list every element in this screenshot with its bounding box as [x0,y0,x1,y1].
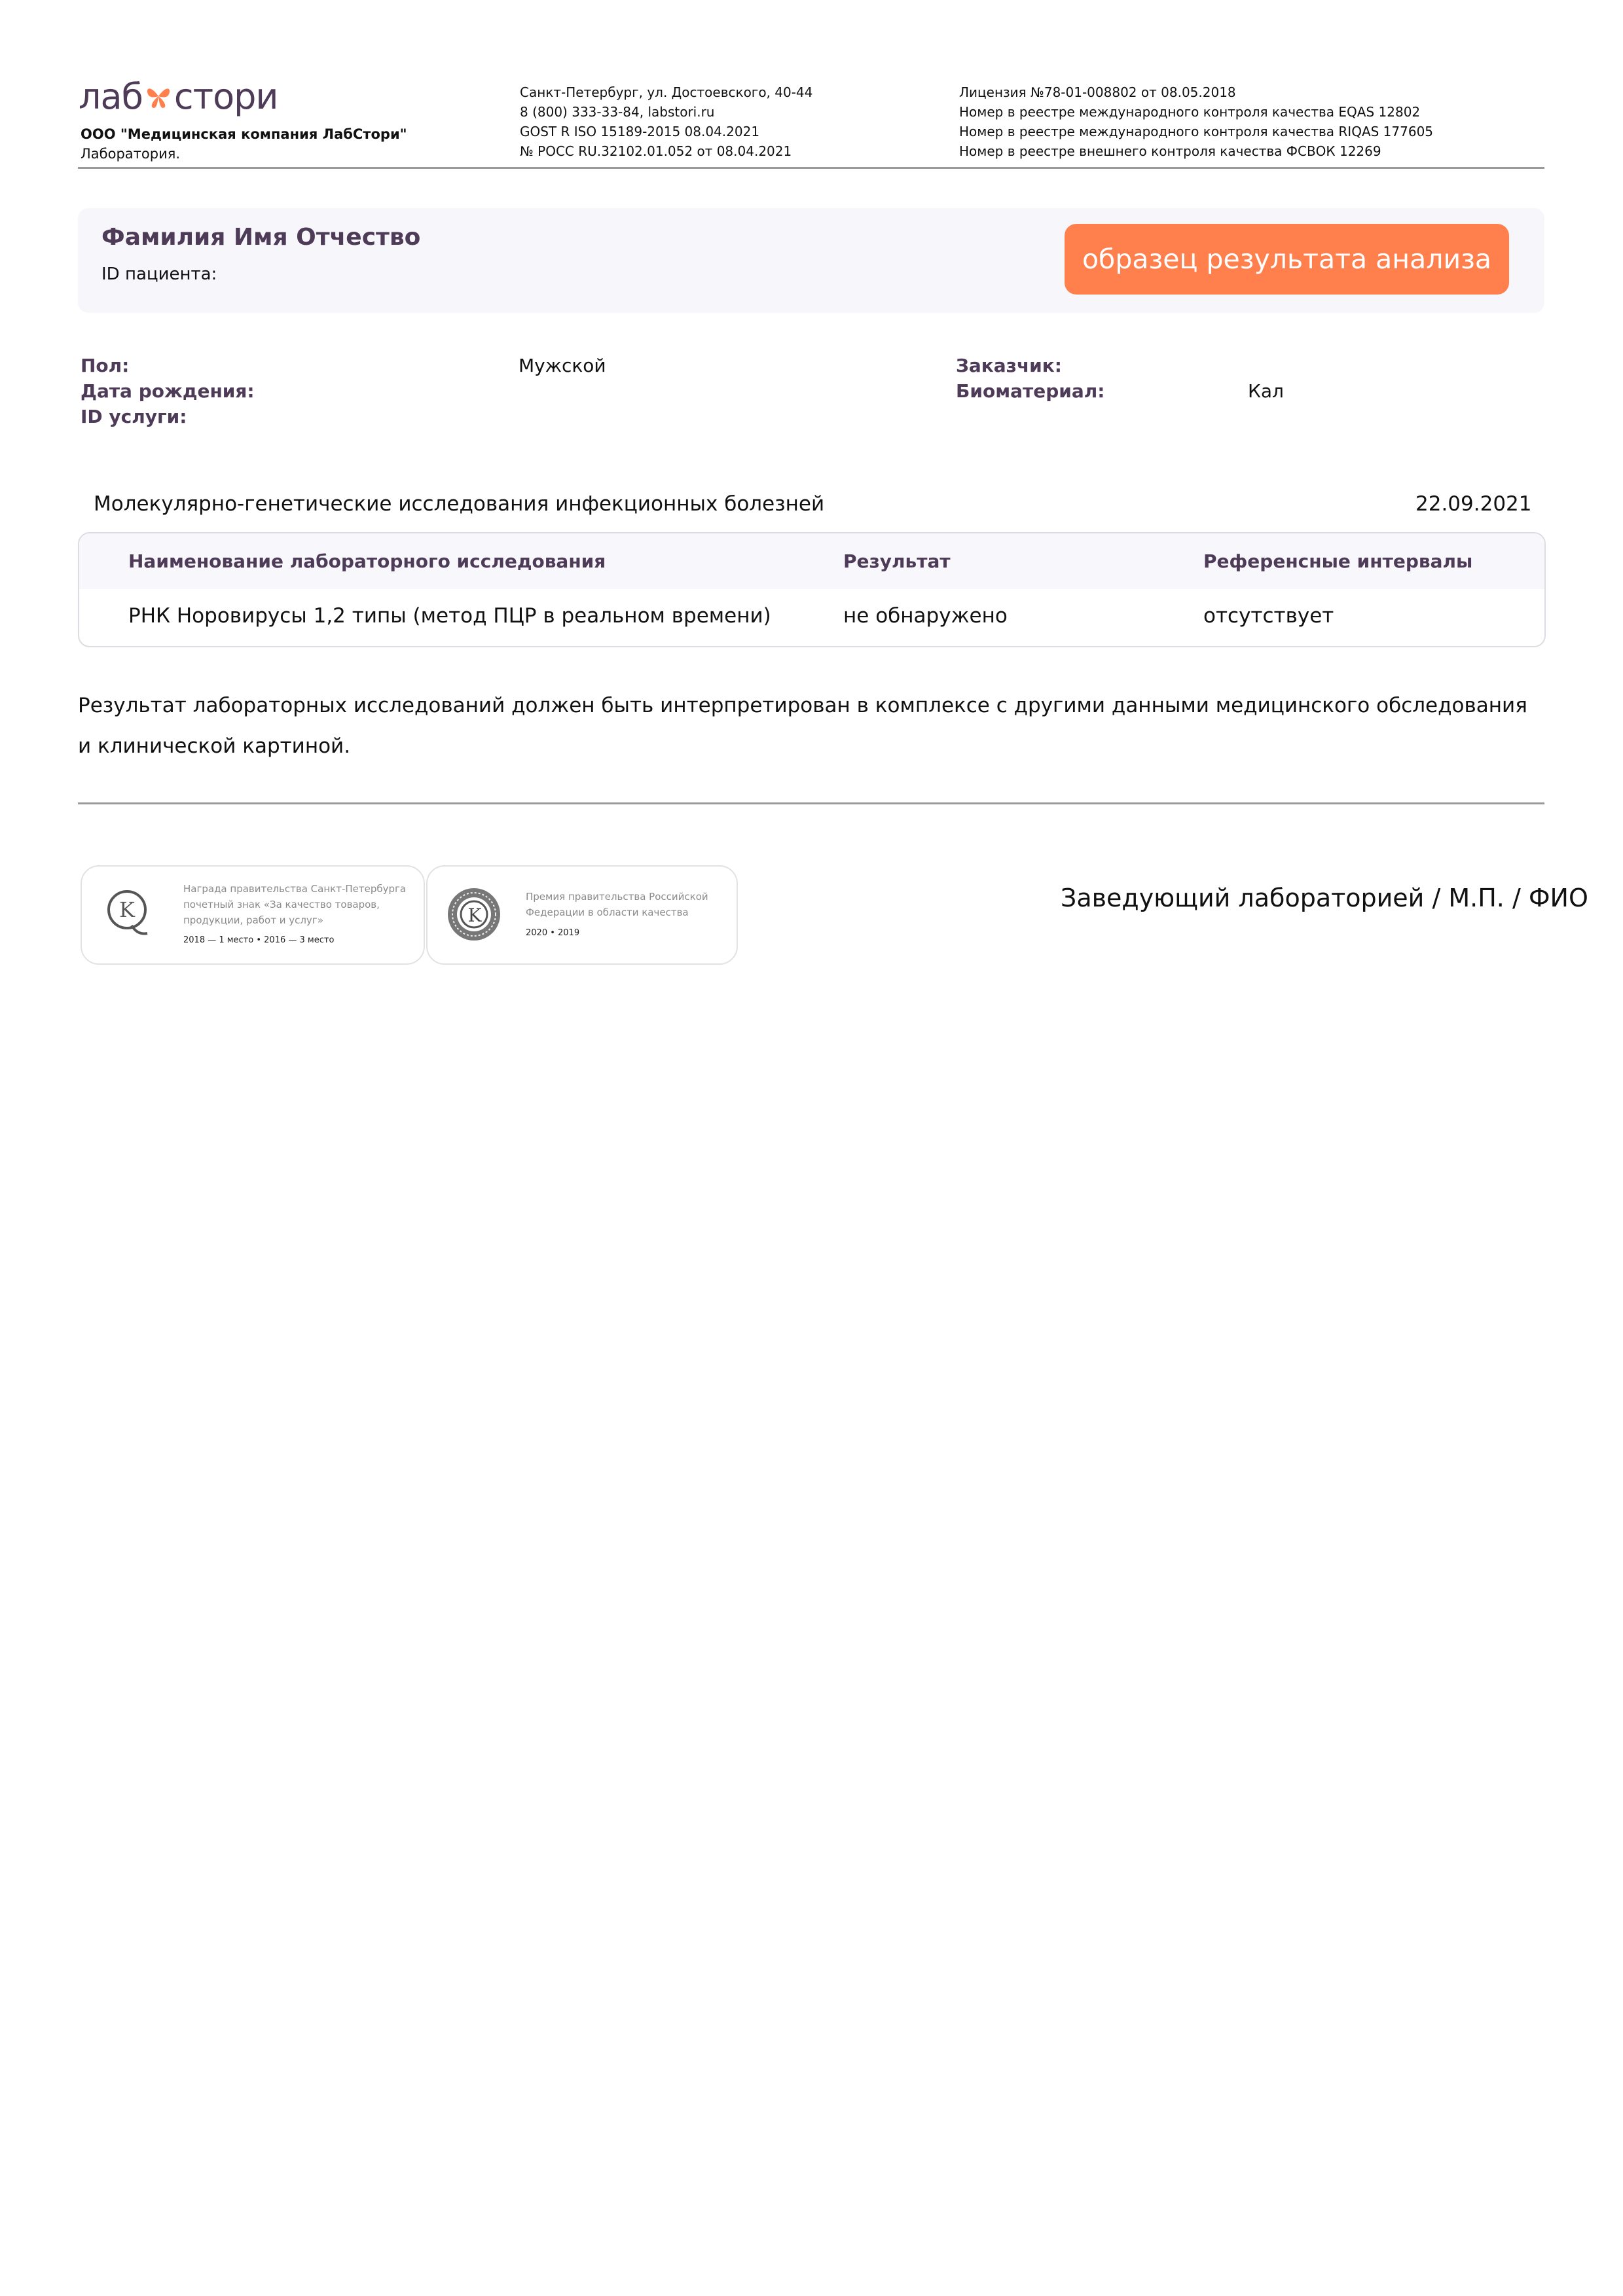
award-line: почетный знак «За качество товаров, [183,899,380,910]
biomaterial-label: Биоматериал: [956,380,1105,402]
license-eqas: Номер в реестре международного контроля качества EQAS 12802 [959,104,1421,120]
header-divider [78,167,1544,169]
signature-line: Заведующий лабораторией / М.П. / ФИО [1061,884,1588,912]
logo-text-left: лаб [79,75,143,117]
dob-label: Дата рождения: [81,380,255,402]
quality-emblem-icon [105,886,151,942]
cell-test-name: РНК Норовирусы 1,2 типы (метод ПЦР в реальном времени) [128,604,771,628]
award-card-spb [81,865,425,965]
license-number: Лицензия №78-01-008802 от 08.05.2018 [959,84,1236,100]
cell-reference: отсутствует [1203,604,1334,628]
contact-phone-site: 8 (800) 333-33-84, labstori.ru [520,104,715,120]
award-line: продукции, работ и услуг» [183,914,323,926]
table-header [79,533,1544,589]
results-table [78,532,1546,647]
award-text [526,889,708,920]
butterfly-icon [144,80,173,113]
biomaterial-value: Кал [1248,380,1284,402]
contact-gost: GOST R ISO 15189-2015 08.04.2021 [520,124,760,139]
seal-letter: K [467,905,482,926]
sex-label: Пол: [81,355,130,376]
column-header-test: Наименование лабораторного исследования [128,550,606,572]
award-line: Федерации в области качества [526,906,689,918]
section-date: 22.09.2021 [1415,492,1532,516]
license-fsvok: Номер в реестре внешнего контроля качества ФСВОК 12269 [959,143,1381,159]
contact-address: Санкт-Петербург, ул. Достоевского, 40-44 [520,84,813,100]
sample-result-badge: образец результата анализа [1065,224,1509,295]
award-line: Премия правительства Российской [526,891,708,903]
award-card-rf [426,865,738,965]
award-years: 2018 — 1 место • 2016 — 3 место [183,935,335,945]
patient-id-label: ID пациента: [101,264,217,284]
license-riqas: Номер в реестре международного контроля качества RIQAS 177605 [959,124,1434,139]
award-line: Награда правительства Санкт-Петербурга [183,883,407,895]
company-subtitle: Лаборатория. [81,146,181,162]
cell-result: не обнаружено [843,604,1008,628]
footer-divider [78,802,1544,804]
award-years: 2020 • 2019 [526,928,580,938]
interpretation-note: Результат лабораторных исследований должен быть интерпретирован в комплексе с другими данными медицинского обследования и клинической картиной. [78,694,1527,758]
license-block [959,82,1433,161]
award-text [183,881,406,928]
contact-ross: № РОСС RU.32102.01.052 от 08.04.2021 [520,143,792,159]
customer-label: Заказчик: [956,355,1062,376]
sex-value: Мужской [519,355,606,376]
contact-block [520,82,812,161]
column-header-reference: Референсные интервалы [1203,550,1473,572]
company-name: ООО "Медицинская компания ЛабСтори" [81,126,407,142]
section-title: Молекулярно-генетические исследования инфекционных болезней [94,492,825,516]
emblem-letter: K [119,897,135,922]
company-logo [79,73,278,119]
service-id-label: ID услуги: [81,406,187,427]
patient-name: Фамилия Имя Отчество [101,224,421,251]
logo-text-right: стори [173,75,278,117]
column-header-result: Результат [843,550,951,572]
quality-seal-icon [446,886,502,942]
